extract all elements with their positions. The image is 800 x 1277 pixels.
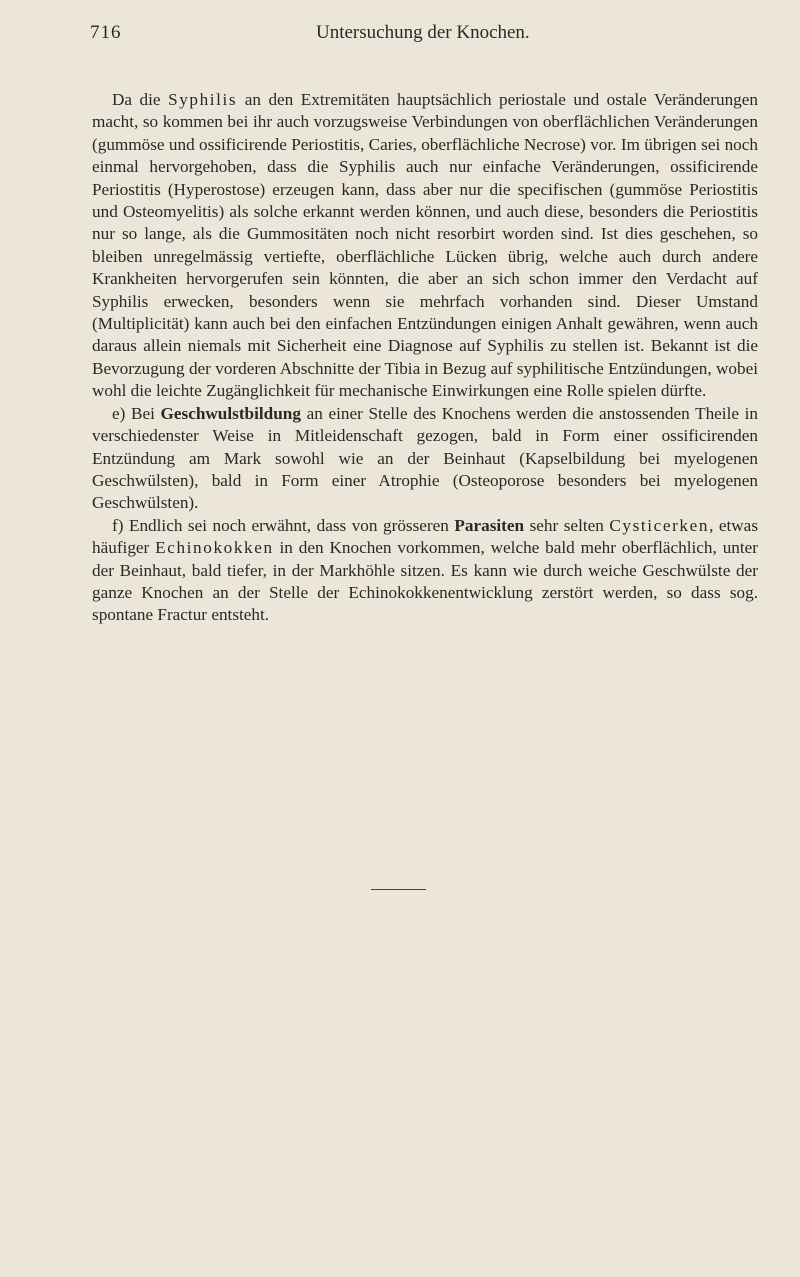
text-run: e) Bei — [112, 403, 161, 423]
paragraph-syphilis — [92, 89, 758, 403]
text-run: sehr selten — [524, 515, 610, 535]
page-number: 716 — [90, 22, 122, 43]
text-run: in den Knochen vorkommen, welche bald mehr oberflächlich, unter der Beinhaut, bald tiefer, in der Markhöhle sitzen. Es kann wie durch weiche Geschwülste der ganze Knochen an der Stelle der Echinokokkenentwicklung zerstört werden, so dass sog. spontane Fractur entsteht. — [92, 538, 759, 625]
body-text — [92, 89, 758, 627]
text-run: f) Endlich sei noch erwähnt, dass von grösseren — [112, 515, 455, 535]
running-title: Untersuchung der Knochen. — [316, 22, 530, 43]
paragraph-geschwulstbildung — [92, 403, 758, 515]
text-run: an den Extremitäten hauptsächlich periostale und ostale Veränderungen macht, so kommen bei ihr auch vorzugsweise Verbindungen von oberflächlichen Veränderungen (gummöse und ossificirende Periostitis, Caries, oberflächliche Necrose) vor. Im übrigen sei noch einmal hervorgehoben, dass die Syphilis auch nur einfache Veränderungen, ossificirende Periostitis (Hyperostose) erzeugen kann, dass aber nur die specifischen (gummöse Periostitis und Osteomyelitis) als solche erkannt werden können, und auch diese, besonders die Periostitis nur so lange, als die Gummositäten noch nicht resorbirt worden sind. Ist dies geschehen, so bleiben unregelmässig vertiefte, oberflächliche Lücken übrig, welche auch durch andere Krankheiten hervorgerufen sein könnten, die aber an sich schon immer den Verdacht auf Syphilis erwecken, besonders wenn sie mehrfach vorhanden sind. Dieser Umstand (Multiplicität) kann auch bei den einfachen Entzündungen einigen Anhalt gewähren, wenn auch daraus allein niemals mit Sicherheit eine Diagnose auf Syphilis zu stellen ist. Bekannt ist die Bevorzugung der vorderen Abschnitte der Tibia in Bezug auf syphilitische Entzündungen, wobei wohl die leichte Zugänglichkeit für mechanische Einwirkungen eine Rolle spielen dürfte. — [92, 90, 758, 401]
paragraph-parasiten — [92, 515, 758, 627]
spaced-term-cysticerken: Cysticerken — [609, 515, 710, 535]
text-run: , etwas häufiger — [92, 515, 759, 558]
text-run: Da die — [112, 90, 169, 109]
bold-term-geschwulstbildung: Geschwulstbildung — [160, 403, 301, 423]
section-rule — [371, 889, 426, 890]
page-header — [90, 18, 770, 48]
spaced-term-echinokokken: Echinokokken — [155, 538, 274, 558]
bold-term-parasiten: Parasiten — [454, 515, 525, 535]
text-run: an einer Stelle des Knochens werden die anstossenden Theile in verschiedenster Weise in Mitleidenschaft gezogen, bald in Form einer ossificirenden Entzündung am Mark sowohl wie an der Beinhaut (Kapselbildung bei myelogenen Geschwülsten), bald in Form einer Atrophie (Osteoporose besonders bei myelogenen Geschwülsten). — [92, 403, 758, 513]
spaced-term-syphilis: Syphilis — [168, 90, 238, 109]
